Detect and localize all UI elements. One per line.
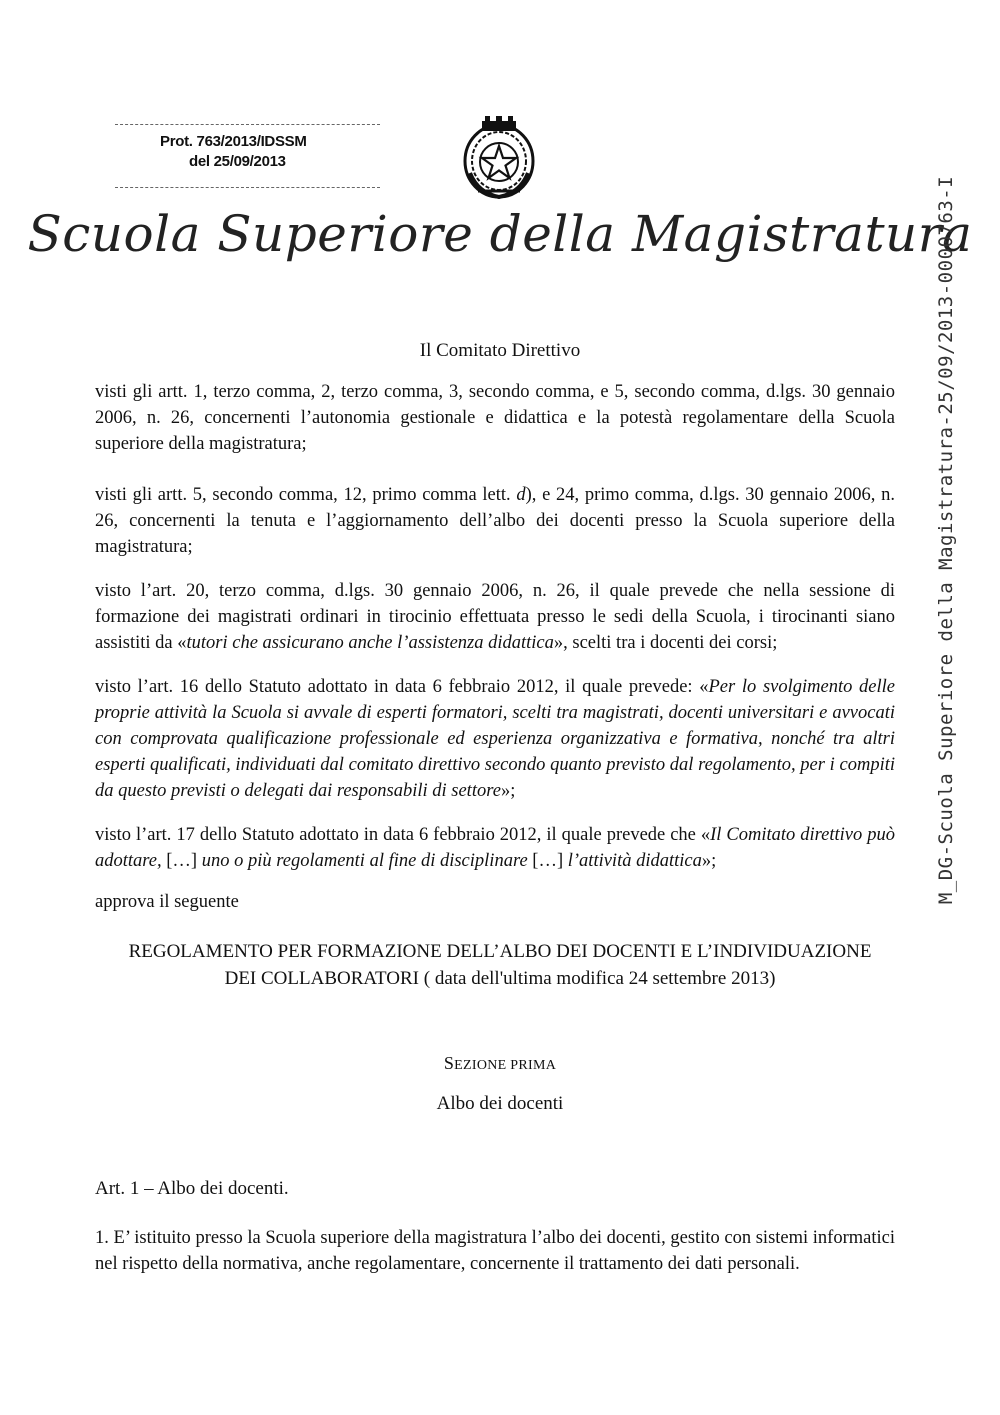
premise-1: visti gli artt. 1, terzo comma, 2, terzo comma, 3, secondo comma, e 5, secondo comma, d.lgs. 30 gennaio 2006, n. 26, concernenti l’autonomia gestionale e didattica e la potestà regolamentare della Scuola superiore della magistratura; — [95, 382, 895, 454]
side-stamp-text: M_DG-Scuola Superiore della Magistratura-25/09/2013-0000763-I — [935, 175, 957, 905]
premise-5: visto l’art. 17 dello Statuto adottato in data 6 febbraio 2012, il quale prevede che «Il Comitato direttivo può adottare, […] uno o più regolamenti al fine di disciplinare […] l’attività didattica»; — [95, 825, 895, 871]
committee-heading: Il Comitato Direttivo — [419, 340, 581, 361]
protocol-number: Prot. 763/2013/IDSSM — [160, 133, 307, 150]
premise-2: visti gli artt. 5, secondo comma, 12, primo comma lett. d), e 24, primo comma, d.lgs. 30 gennaio 2006, n. 26, concernenti la tenuta e l’aggiornamento dell’albo dei docenti presso la Scuola superiore della magistratura; — [95, 485, 895, 557]
premise-4: visto l’art. 16 dello Statuto adottato in data 6 febbraio 2012, il quale prevede: «Per lo svolgimento delle proprie attività la Scuola si avvale di esperti formatori, scelti tra magistrati, docenti universitari e avvocati con comprovata qualificazione professionale ed esperienza organizzativa e formativa, nonché tra altri esperti qualificati, individuati dal comitato direttivo secondo quanto previsto dal regolamento, per i compiti da questo previsti o delegati dai responsabili di settore»; — [95, 677, 895, 801]
section-subtitle: Albo dei docenti — [436, 1093, 564, 1114]
regulation-title-line2: DEI COLLABORATORI ( data dell'ultima modifica 24 settembre 2013) — [224, 968, 776, 989]
regulation-title — [80, 938, 920, 992]
article-1-heading: Art. 1 – Albo dei docenti. — [95, 1178, 289, 1199]
protocol-date: del 25/09/2013 — [189, 153, 286, 170]
premise-3: visto l’art. 20, terzo comma, d.lgs. 30 gennaio 2006, n. 26, il quale prevede che nella sessione di formazione dei magistrati ordinari in tirocinio effettuata presso le sedi della Scuola, i tirocinanti siano assistiti da «tutori che assicurano anche l’assistenza didattica», scelti tra i docenti dei corsi; — [95, 581, 895, 653]
side-registration-stamp — [931, 120, 961, 960]
stamp-bottom-border — [115, 187, 380, 188]
stamp-top-border — [115, 124, 380, 125]
article-1-text: 1. E’ istituito presso la Scuola superiore della magistratura l’albo dei docenti, gestito con sistemi informatici nel rispetto della normativa, anche regolamentare, concernente il trattamento dei dati personali. — [95, 1228, 895, 1274]
approve-statement: approva il seguente — [95, 892, 239, 912]
section-label: SEZIONE PRIMA — [443, 1053, 557, 1073]
italian-republic-emblem-icon — [458, 113, 540, 203]
regulation-title-line1: REGOLAMENTO PER FORMAZIONE DELL’ALBO DEI DOCENTI E L’INDIVIDUAZIONE — [128, 941, 872, 962]
institution-name: Scuola Superiore della Magistratura — [27, 205, 973, 263]
